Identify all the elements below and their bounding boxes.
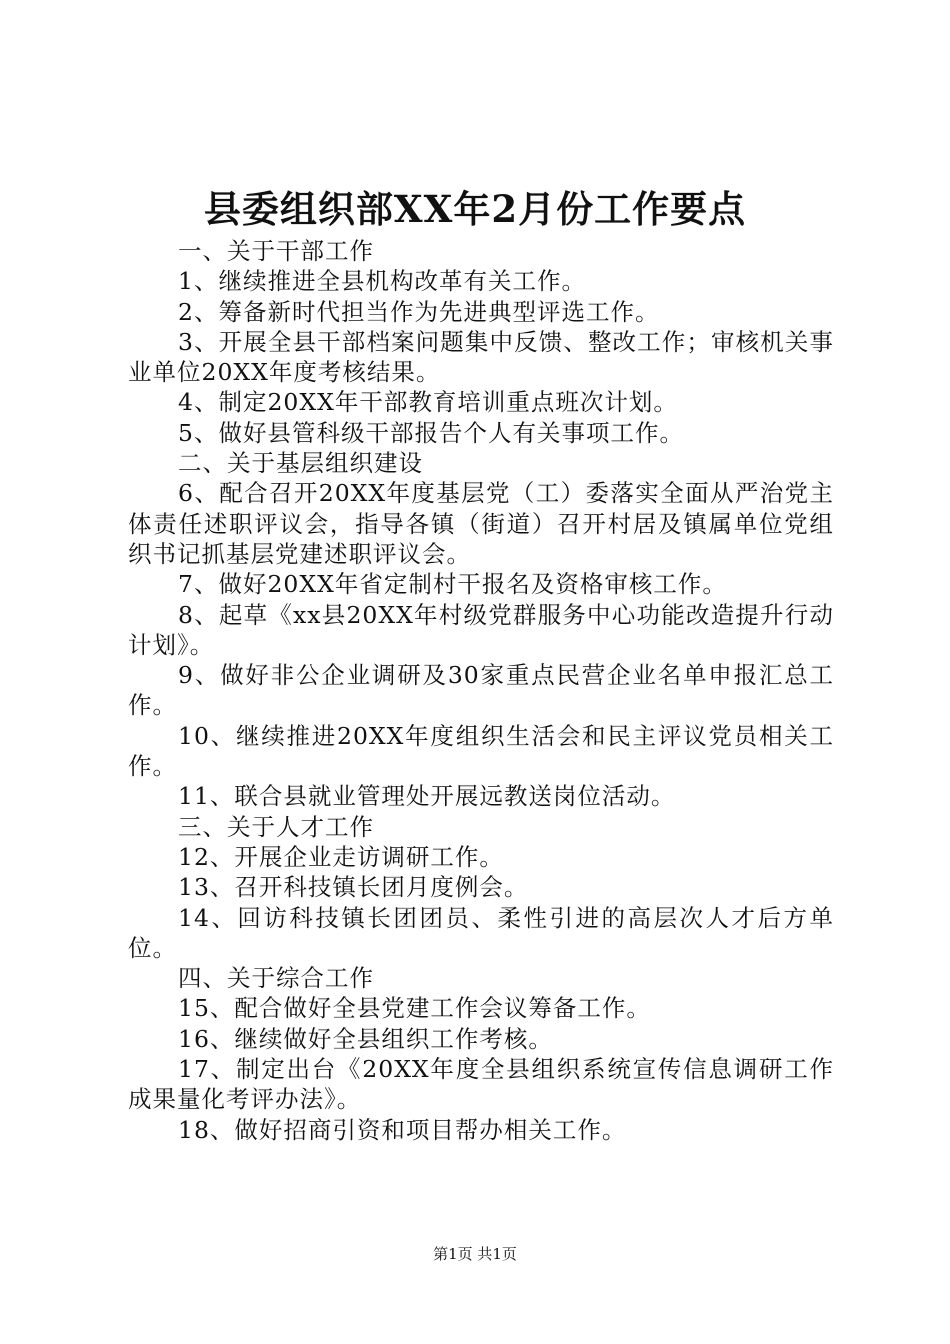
list-item-9: 9、做好非公企业调研及30家重点民营企业名单申报汇总工作。 bbox=[128, 661, 834, 720]
section-heading-talent: 三、关于人才工作 bbox=[178, 812, 374, 841]
list-item-7: 7、做好20XX年省定制村干报名及资格审核工作。 bbox=[178, 570, 727, 599]
list-item-4: 4、制定20XX年干部教育培训重点班次计划。 bbox=[178, 388, 678, 417]
list-item-3: 3、开展全县干部档案问题集中反馈、整改工作；审核机关事业单位20XX年度考核结果。 bbox=[128, 327, 834, 387]
list-item-18: 18、做好招商引资和项目帮办相关工作。 bbox=[178, 1115, 627, 1144]
list-item-10: 10、继续推进20XX年度组织生活会和民主评议党员相关工作。 bbox=[128, 721, 834, 781]
document-body bbox=[128, 236, 834, 1145]
list-item-16: 16、继续做好全县组织工作考核。 bbox=[178, 1024, 553, 1053]
list-item-14: 14、回访科技镇长团团员、柔性引进的高层次人才后方单位。 bbox=[128, 903, 834, 962]
list-item-6: 6、配合召开20XX年度基层党（工）委落实全面从严治党主体责任述职评议会，指导各镇（街道）召开村居及镇属单位党组织书记抓基层党建述职评议会。 bbox=[128, 479, 834, 568]
section-heading-cadre: 一、关于干部工作 bbox=[178, 237, 374, 265]
list-item-2: 2、筹备新时代担当作为先进典型评选工作。 bbox=[178, 297, 660, 326]
list-item-8: 8、起草《xx县20XX年村级党群服务中心功能改造提升行动计划》。 bbox=[128, 600, 834, 659]
list-item-5: 5、做好县管科级干部报告个人有关事项工作。 bbox=[178, 418, 684, 447]
list-item-12: 12、开展企业走访调研工作。 bbox=[178, 842, 504, 871]
list-item-11: 11、联合县就业管理处开展远教送岗位活动。 bbox=[178, 782, 676, 811]
list-item-1: 1、继续推进全县机构改革有关工作。 bbox=[178, 267, 586, 296]
section-heading-grassroots: 二、关于基层组织建设 bbox=[178, 449, 423, 478]
list-item-13: 13、召开科技镇长团月度例会。 bbox=[178, 873, 529, 902]
list-item-17: 17、制定出台《20XX年度全县组织系统宣传信息调研工作成果量化考评办法》。 bbox=[128, 1055, 834, 1114]
section-heading-general: 四、关于综合工作 bbox=[178, 964, 374, 993]
document-title: 县委组织部XX年2月份工作要点 bbox=[203, 187, 747, 231]
page-footer: 第1页 共1页 bbox=[433, 1245, 517, 1263]
list-item-15: 15、配合做好全县党建工作会议筹备工作。 bbox=[178, 994, 651, 1023]
